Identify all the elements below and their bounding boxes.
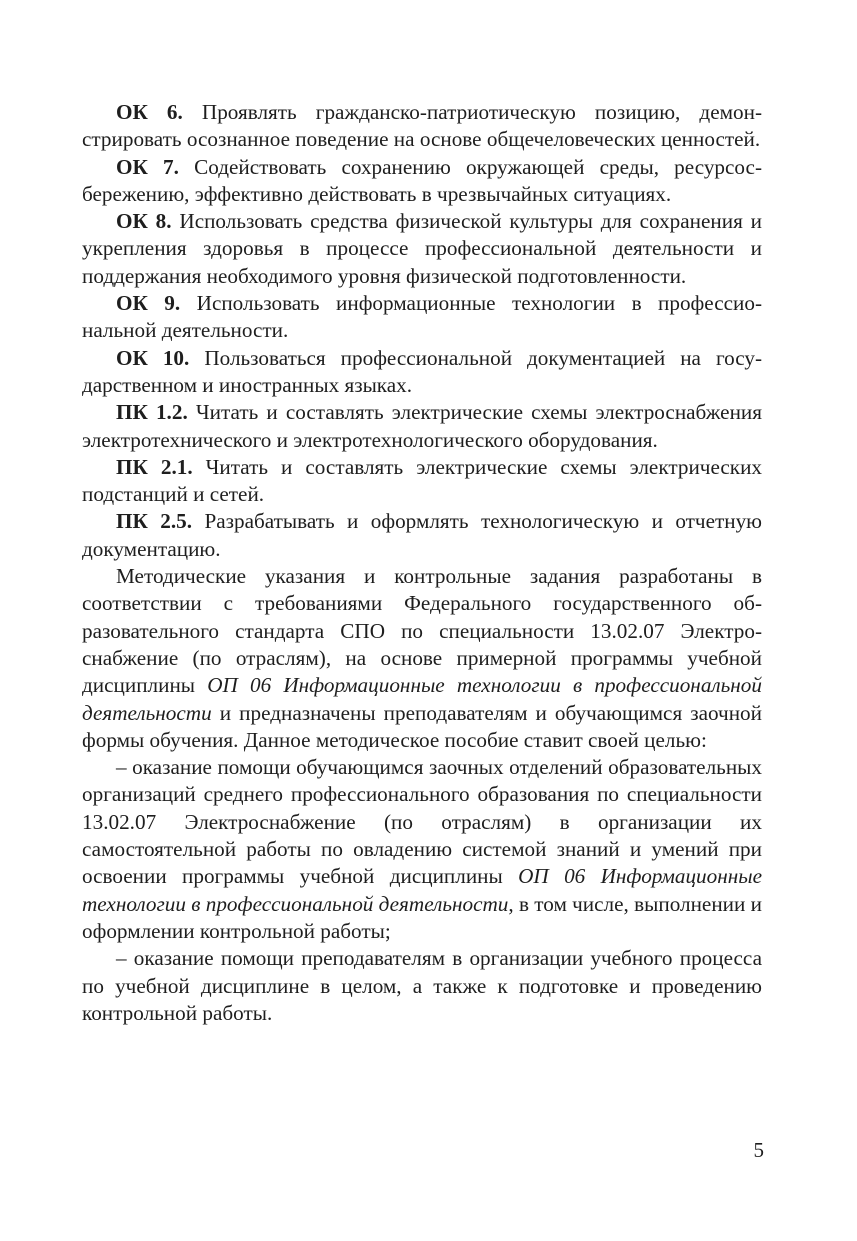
goal-item-teachers (82, 945, 762, 1027)
intro-paragraph (82, 563, 762, 754)
goal-text-start: – оказание помощи обучающимся заочных отделений образовательных организаций среднего профессионального образования по специальности 13.02.07 Электроснабжение (по отраслям) в организации их самостоятельной работы по овладению системой знаний и умений при освоении программы учебной дисциплины (82, 755, 762, 889)
competency-code: ПК 2.5. (116, 509, 193, 534)
discipline-title: ОП 06 Информационные технологии в профессиональной деятельности (82, 673, 762, 725)
competency-text: Пользоваться профессиональной документацией на государственном и иностранных языках. (82, 345, 763, 397)
competency-ok7 (82, 154, 762, 209)
competency-ok6 (82, 99, 762, 154)
competency-code: ОК 7. (116, 154, 179, 179)
competency-pk2-1 (82, 454, 762, 509)
competency-pk2-5 (82, 508, 762, 563)
goal-item-students (82, 754, 762, 945)
competency-text: Разрабатывать и оформлять технологическую и отчетную документацию. (82, 509, 763, 561)
goal-text-end: , в том числе, выполнении и оформлении контрольной работы; (82, 891, 762, 943)
competency-code: ПК 1.2. (116, 400, 188, 425)
intro-text-end: и предназначены преподавателям и обучающимся заочной формы обучения. Данное методическое пособие ставит своей целью: (82, 700, 762, 752)
competency-pk1-2 (82, 399, 762, 454)
competency-ok9 (82, 290, 762, 345)
goal-text: – оказание помощи преподавателям в организации учебного процесса по учебной дисциплине в целом, а также к подготовке и проведению контрольной работы. (82, 946, 762, 1025)
competency-text: Использовать информационные технологии в профессиональной деятельности. (82, 291, 763, 343)
competency-code: ОК 8. (116, 209, 172, 234)
competency-code: ОК 10. (116, 345, 190, 370)
competency-text: Использовать средства физической культуры для сохранения и укрепления здоровья в процессе профессиональной деятельности и поддержания необходимого уровня физической подготовленности. (82, 209, 763, 288)
intro-text-start: Методические указания и контрольные задания разработаны в соответствии с требованиями Федерального государственного образовательного стандарта СПО по специальности 13.02.07 Электроснабжение (по отраслям), на основе примерной программы учебной дисциплины (82, 564, 762, 698)
page-number: 5 (753, 1138, 764, 1162)
competency-text: Проявлять гражданско-патриотическую позицию, демонстрировать осознанное поведение на основе общечеловеческих ценностей. (82, 100, 763, 152)
page-body (82, 99, 762, 1027)
competency-text: Читать и составлять электрические схемы электрических подстанций и сетей. (82, 454, 763, 507)
competency-ok8 (82, 208, 762, 290)
competency-code: ПК 2.1. (116, 454, 193, 479)
competency-code: ОК 6. (116, 100, 183, 124)
competency-code: ОК 9. (116, 291, 181, 316)
competency-text: Читать и составлять электрические схемы электроснабжения электротехнического и электротехнологического оборудования. (82, 400, 762, 452)
competency-ok10 (82, 345, 762, 400)
competency-text: Содействовать сохранению окружающей среды, ресурсосбережению, эффективно действовать в чрезвычайных ситуациях. (82, 154, 763, 206)
discipline-title: ОП 06 Информационные технологии в профессиональной деятельности (82, 864, 763, 916)
